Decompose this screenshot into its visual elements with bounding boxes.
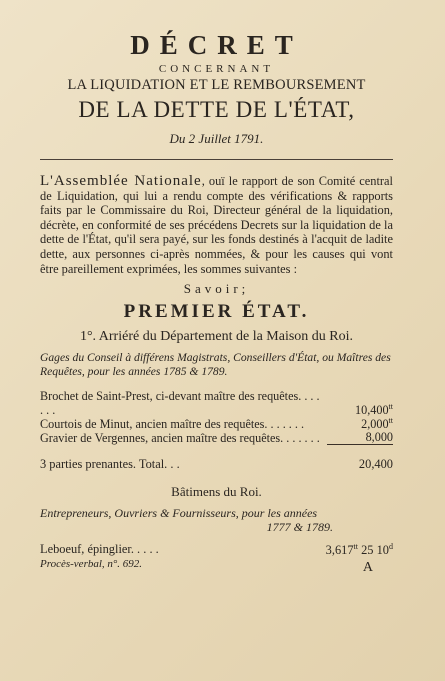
decree-title: DÉCRET: [130, 30, 303, 60]
entry-row-leboeuf: [40, 542, 393, 557]
entry-amount: $2,000^{tt}$: [361, 416, 393, 432]
section-note-gages: Gages du Conseil à différens Magistrats, Conseillers d'État, ou Maîtres des Requêtes, pour les années 1785 & 1789.: [40, 351, 391, 379]
total-word: Total.: [138, 457, 168, 472]
entry-row: [40, 389, 393, 417]
preamble-text: , ouï le rapport de son Comité central de Liquidation, qui lui a rendu compte des vérifications & rapports faits par le Commissaire du Roi, Directeur général de la liquidation, décrète, en conformité de ses précédens Decrets sur la liquidation de la dette de l'État, qu'il sera payé, sur les fonds destinés à l'acquit de ladite dette, aux personnes ci-après nommées, & pour les causes qui vont être pareillement exprimées, les sommes suivantes :: [40, 174, 393, 276]
total-dots: . .: [170, 457, 180, 472]
total-amount: 20,400: [358, 457, 393, 472]
entry-name: Leboeuf, épinglier.: [40, 542, 134, 557]
concernant-label: CONCERNANT: [158, 63, 275, 75]
preamble: [40, 174, 393, 276]
signature-mark: A: [362, 560, 373, 576]
entry-dots: . . . . . .: [286, 431, 320, 446]
entry-dots: . . . . . .: [40, 389, 320, 418]
entry-name: Courtois de Minut, ancien maître des requêtes.: [40, 417, 268, 432]
section-note-entrepreneurs: Entrepreneurs, Ouvriers & Fournisseurs, pour les années 1777 & 1789.: [40, 506, 393, 534]
entry-amount: $3,617^{tt}$ 25 10$^d$: [325, 542, 393, 558]
header: [40, 30, 393, 147]
section-heading-maison: 1°. Arriéré du Département de la Maison du Roi.: [79, 329, 354, 345]
total-label: 3 parties prenantes.: [40, 457, 136, 472]
section-heading-batimens: Bâtimens du Roi.: [171, 484, 262, 500]
total-row: [40, 457, 393, 472]
entry-list: [40, 389, 393, 445]
etat-heading: PREMIER ÉTAT.: [123, 301, 310, 323]
entry-dots: . . . . . .: [270, 417, 305, 432]
proces-verbal-text: Procès-verbal, n°. 692.: [40, 558, 143, 571]
entry-name: Brochet de Saint-Prest, ci-devant maître des requêtes.: [40, 389, 302, 404]
savoir-label: Savoir;: [183, 281, 250, 297]
entry-amount: $10,400^{tt}$: [355, 402, 393, 418]
entry-name: Gravier de Vergennes, ancien maître des requêtes.: [40, 431, 284, 446]
entry-dots: . . . .: [137, 542, 159, 557]
section-note-years: 1777 & 1789.: [266, 520, 333, 535]
entry-amount: 8,000: [327, 427, 393, 445]
proces-verbal: [40, 558, 393, 576]
divider: [40, 159, 393, 160]
decree-subject: DE LA DETTE DE L'ÉTAT,: [78, 97, 355, 122]
preamble-lead: L'Assemblée Nationale: [40, 173, 202, 189]
decree-date: Du 2 Juillet 1791.: [169, 131, 264, 146]
entry-row: [40, 431, 393, 445]
decree-subtitle: LA LIQUIDATION ET LE REMBOURSEMENT: [67, 77, 366, 93]
